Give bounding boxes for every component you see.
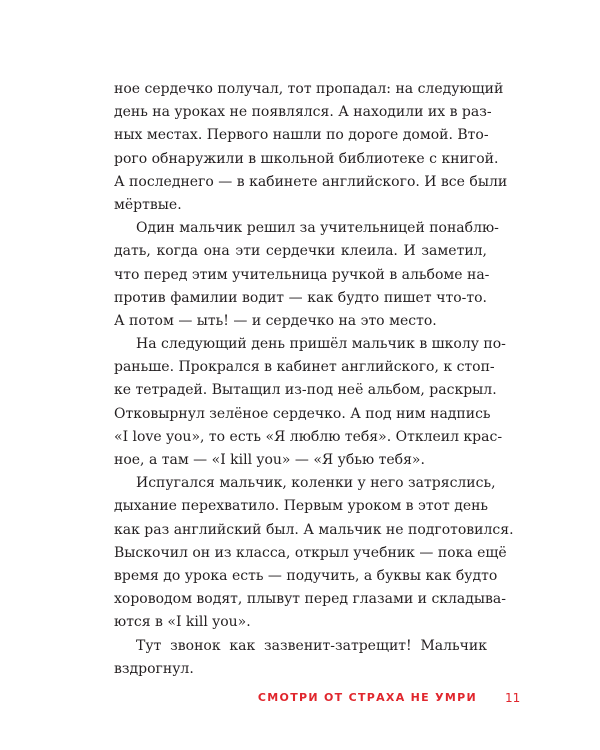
text-line: мёртвые.: [114, 196, 182, 213]
text-line: Выскочил он из класса, открыл учебник — пока ещё: [114, 544, 507, 561]
text-line: что перед этим учительница ручкой в альбоме на-: [114, 266, 490, 283]
text-line: Отковырнул зелёное сердечко. А под ним надпись: [114, 405, 491, 422]
paragraph-5: [114, 635, 487, 681]
text-line: рого обнаружили в школьной библиотеке с книгой.: [114, 150, 499, 167]
text-line: дать, когда она эти сердечки клеила. И заметил,: [114, 243, 487, 260]
text-line: А последнего — в кабинете английского. И все были: [114, 173, 508, 190]
text-line: день на уроках не появлялся. А находили их в раз-: [114, 104, 492, 121]
text-line: ются в «I kill you».: [114, 614, 251, 631]
text-line: время до урока есть — подучить, а буквы как будто: [114, 567, 498, 584]
running-title: СМОТРИ ОТ СТРАХА НЕ УМРИ: [257, 691, 477, 704]
paragraph-1: [114, 78, 508, 217]
book-text-body: [114, 78, 514, 681]
paragraph-2: [114, 217, 499, 333]
text-line: Испугался мальчик, коленки у него затряслись,: [136, 475, 496, 492]
text-line: А потом — ыть! — и сердечко на это место.: [114, 312, 437, 329]
text-line: ное сердечко получал, тот пропадал: на следующий: [114, 81, 504, 97]
text-line: ное, а там — «I kill you» — «Я убью тебя».: [114, 452, 425, 468]
text-line: дыхание перехватило. Первым уроком в этот день: [114, 498, 489, 515]
text-line: Один мальчик решил за учительницей понаблю-: [136, 220, 499, 237]
page-footer: [0, 690, 600, 710]
text-line: вздрогнул.: [114, 660, 194, 677]
text-line: как раз английский был. А мальчик не подготовился.: [114, 521, 514, 538]
text-line: ных местах. Первого нашли по дороге домой. Вто-: [114, 127, 489, 144]
text-line: хороводом водят, плывут перед глазами и складыва-: [114, 591, 506, 608]
text-line: раньше. Прокрался в кабинет английского, к стоп-: [114, 359, 495, 376]
text-line: «I love you», то есть «Я люблю тебя». Отклеил крас-: [114, 428, 503, 445]
text-line: против фамилии водит — как будто пишет что-то.: [114, 289, 487, 306]
text-line: ке тетрадей. Вытащил из-под неё альбом, раскрыл.: [114, 382, 497, 399]
paragraph-3: [114, 333, 506, 472]
page-number: 11: [505, 691, 521, 705]
text-line: На следующий день пришёл мальчик в школу по-: [136, 336, 506, 353]
paragraph-4: [114, 472, 514, 634]
text-line: Тут звонок как зазвенит-затрещит! Мальчик: [136, 637, 487, 654]
